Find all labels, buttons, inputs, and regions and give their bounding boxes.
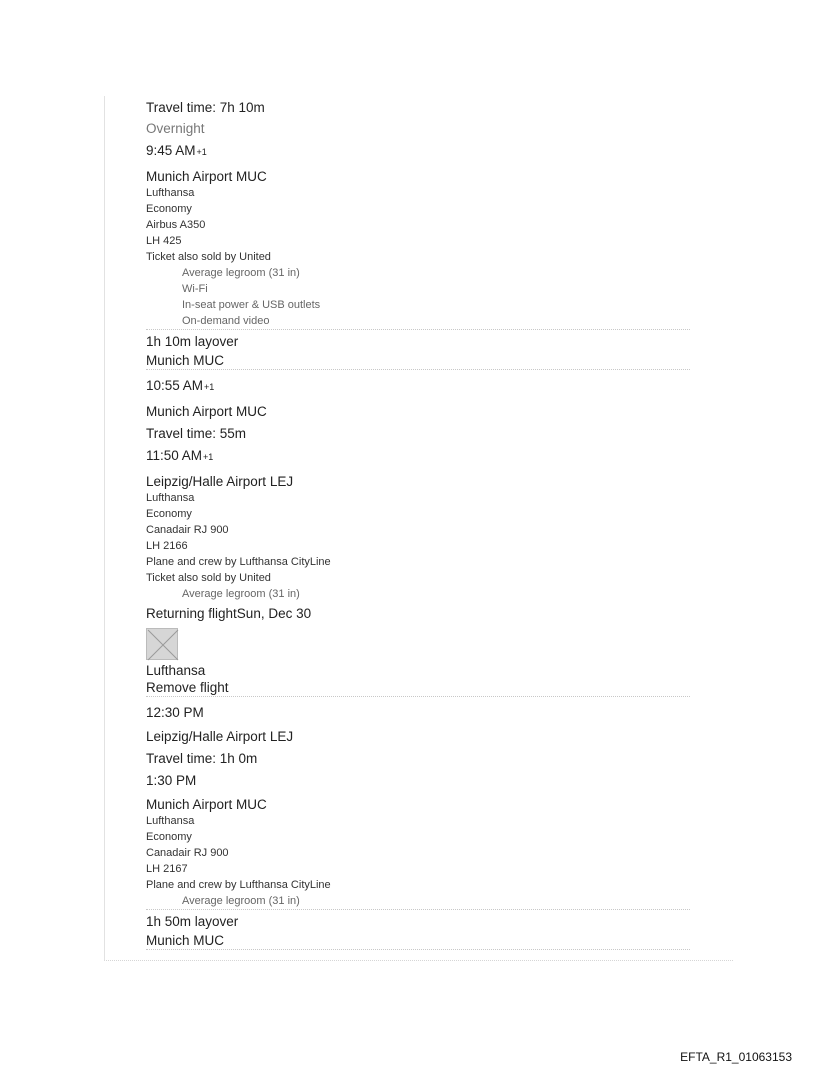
airline-logo xyxy=(146,628,178,660)
broken-image-icon xyxy=(147,629,179,661)
returning-flight-number: LH 2167 xyxy=(146,863,188,875)
itinerary-content xyxy=(146,97,690,950)
outbound-cabin: Economy xyxy=(146,203,192,215)
returning-airline: Lufthansa xyxy=(146,815,195,827)
next-day-marker: +1 xyxy=(204,382,215,392)
connection-arrive-airport: Leipzig/Halle Airport LEJ xyxy=(146,474,294,489)
connection-depart-airport: Munich Airport MUC xyxy=(146,404,267,419)
arrive-time: 11:50 AM xyxy=(146,448,203,463)
outbound-sold-by: Ticket also sold by United xyxy=(146,251,271,263)
returning-amenity-legroom: Average legroom (31 in) xyxy=(146,893,690,910)
returning-arrive-time: 1:30 PM xyxy=(146,773,197,788)
connection-amenity-legroom: Average legroom (31 in) xyxy=(182,588,300,600)
outbound-aircraft: Airbus A350 xyxy=(146,219,206,231)
depart-time: 10:55 AM xyxy=(146,378,204,393)
connection-cabin: Economy xyxy=(146,508,192,520)
layover-duration: 1h 10m layover xyxy=(146,334,239,349)
outbound-arrive-airport: Munich Airport MUC xyxy=(146,169,267,184)
overnight-label: Overnight xyxy=(146,121,205,136)
document-id: EFTA_R1_01063153 xyxy=(680,1050,792,1064)
returning-travel-time: Travel time: 1h 0m xyxy=(146,751,258,766)
returning-depart-time: 12:30 PM xyxy=(146,705,204,720)
returning-operator: Plane and crew by Lufthansa CityLine xyxy=(146,879,331,891)
returning-airline-name: Lufthansa xyxy=(146,663,206,678)
returning-header: Returning flightSun, Dec 30 xyxy=(146,606,312,621)
connection-aircraft: Canadair RJ 900 xyxy=(146,524,229,536)
amenity-power: In-seat power & USB outlets xyxy=(182,299,321,311)
connection-flight-number: LH 2166 xyxy=(146,540,188,552)
layover-city: Munich MUC xyxy=(146,352,690,370)
returning-depart-airport: Leipzig/Halle Airport LEJ xyxy=(146,729,294,744)
connection-depart-time xyxy=(146,377,690,396)
connection-sold-by: Ticket also sold by United xyxy=(146,572,271,584)
outbound-airline: Lufthansa xyxy=(146,187,195,199)
connection-operator: Plane and crew by Lufthansa CityLine xyxy=(146,556,331,568)
next-day-marker: +1 xyxy=(196,147,207,157)
amenity-video: On-demand video xyxy=(146,313,690,330)
arrive-time: 9:45 AM xyxy=(146,143,196,158)
outbound-travel-time: Travel time: 7h 10m xyxy=(146,100,265,115)
connection-arrive-time xyxy=(146,447,690,466)
amenity-legroom: Average legroom (31 in) xyxy=(182,267,300,279)
next-day-marker: +1 xyxy=(203,452,214,462)
outbound-arrive-time xyxy=(146,142,690,161)
returning-arrive-airport: Munich Airport MUC xyxy=(146,797,267,812)
returning-layover-city: Munich MUC xyxy=(146,932,690,950)
returning-layover-duration: 1h 50m layover xyxy=(146,914,239,929)
amenity-wifi: Wi-Fi xyxy=(182,283,208,295)
returning-aircraft: Canadair RJ 900 xyxy=(146,847,229,859)
connection-airline: Lufthansa xyxy=(146,492,195,504)
returning-cabin: Economy xyxy=(146,831,192,843)
outbound-flight-number: LH 425 xyxy=(146,235,182,247)
remove-flight-link[interactable]: Remove flight xyxy=(146,679,690,697)
connection-travel-time: Travel time: 55m xyxy=(146,426,247,441)
